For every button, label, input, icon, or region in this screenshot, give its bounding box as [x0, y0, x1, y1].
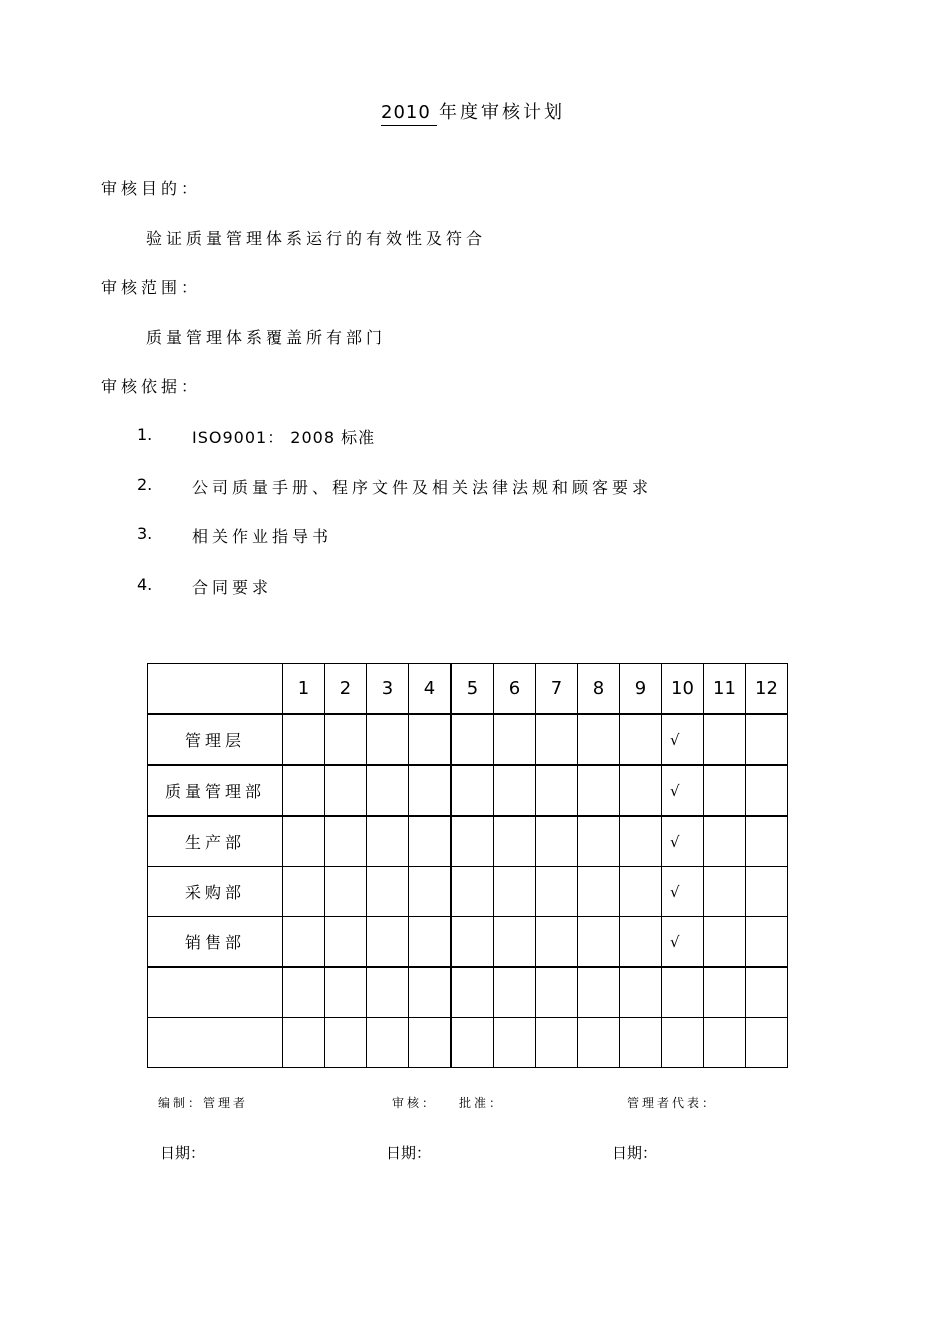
- criteria-item: 合同要求: [192, 578, 273, 597]
- month-header: 7: [536, 664, 578, 715]
- basis-heading: 审核依据：: [101, 377, 202, 396]
- department-label: 销售部: [148, 917, 283, 968]
- audit-mark: √: [662, 917, 704, 968]
- table-row: [148, 967, 788, 1018]
- date-label: 日期：: [160, 1144, 206, 1162]
- month-header: 8: [578, 664, 620, 715]
- date-label: 日期：: [612, 1144, 658, 1162]
- month-header: 6: [494, 664, 536, 715]
- purpose-text: 验证质量管理体系运行的有效性及符合: [146, 229, 487, 248]
- audit-mark: [662, 1018, 704, 1068]
- criteria-number: 1.: [137, 425, 153, 444]
- month-header: 5: [451, 664, 494, 715]
- table-header-row: [148, 664, 788, 715]
- approved-by-label: 批准：: [459, 1096, 505, 1110]
- title-year: 2010: [381, 102, 437, 126]
- audit-mark: √: [662, 765, 704, 816]
- criteria-number: 4.: [137, 575, 153, 594]
- criteria-item: 公司质量手册、程序文件及相关法律法规和顾客要求: [192, 478, 653, 497]
- table-row: [148, 714, 788, 765]
- criteria-number: 2.: [137, 475, 153, 494]
- department-label: [148, 1018, 283, 1068]
- department-label: 采购部: [148, 867, 283, 917]
- audit-schedule-table: [147, 663, 788, 1068]
- audit-mark: [662, 967, 704, 1018]
- purpose-heading: 审核目的：: [101, 179, 202, 198]
- month-header: 1: [283, 664, 325, 715]
- scope-heading: 审核范围：: [101, 278, 202, 297]
- table-corner-cell: [148, 664, 283, 715]
- month-header: 4: [409, 664, 452, 715]
- month-header: 11: [704, 664, 746, 715]
- management-rep-label: 管理者代表：: [627, 1096, 718, 1110]
- month-header: 9: [620, 664, 662, 715]
- department-label: [148, 967, 283, 1018]
- date-label: 日期：: [386, 1144, 432, 1162]
- document-title: [381, 98, 565, 126]
- department-label: 管理层: [148, 714, 283, 765]
- audit-mark: √: [662, 816, 704, 867]
- scope-text: 质量管理体系覆盖所有部门: [146, 328, 387, 347]
- audit-mark: √: [662, 714, 704, 765]
- month-header: 10: [662, 664, 704, 715]
- department-label: 生产部: [148, 816, 283, 867]
- table-row: [148, 917, 788, 968]
- prepared-by-label: 编制：管理者: [158, 1096, 249, 1110]
- month-header: 12: [746, 664, 788, 715]
- criteria-number: 3.: [137, 524, 153, 543]
- month-header: 2: [325, 664, 367, 715]
- table-row: [148, 765, 788, 816]
- month-header: 3: [367, 664, 409, 715]
- table-row: [148, 867, 788, 917]
- department-label: 质量管理部: [148, 765, 283, 816]
- table-row: [148, 1018, 788, 1068]
- title-text: 年度审核计划: [439, 102, 565, 123]
- criteria-item: ISO9001： 2008 标准: [192, 428, 376, 447]
- reviewed-by-label: 审核：: [392, 1096, 438, 1110]
- criteria-item: 相关作业指导书: [192, 527, 333, 546]
- table-row: [148, 816, 788, 867]
- audit-mark: √: [662, 867, 704, 917]
